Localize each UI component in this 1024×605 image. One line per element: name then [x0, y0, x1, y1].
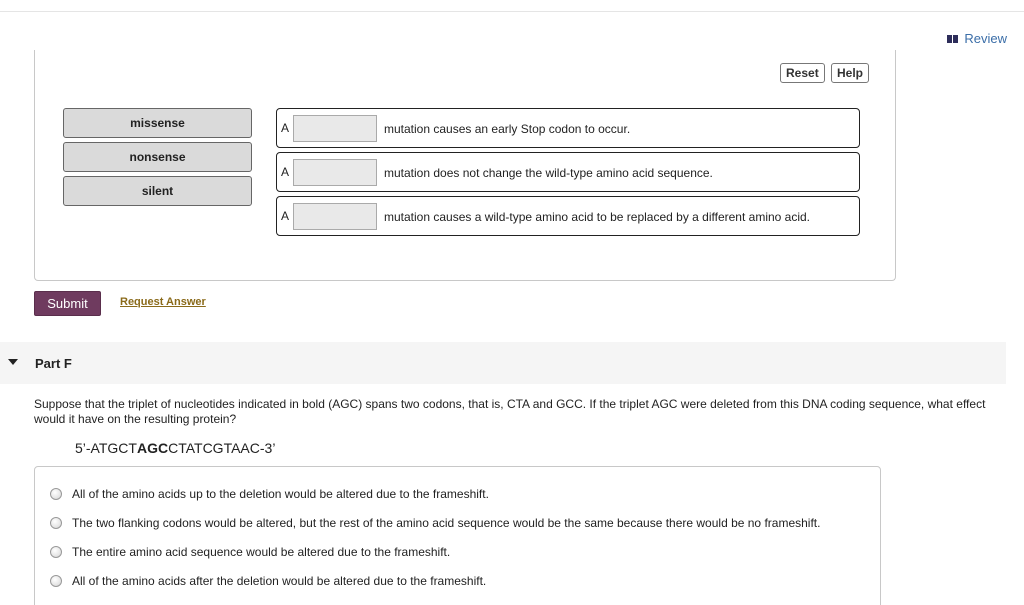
target-row [276, 108, 860, 148]
choice-option[interactable] [50, 545, 450, 559]
answer-choices [34, 466, 881, 605]
reset-button[interactable]: Reset [780, 63, 825, 83]
label-tile-nonsense[interactable]: nonsense [63, 142, 252, 172]
choice-label: All of the amino acids after the deletion would be altered due to the frameshift. [72, 574, 487, 588]
request-answer-link[interactable]: Request Answer [120, 296, 206, 308]
radio-button-icon[interactable] [50, 517, 62, 529]
target-text: mutation causes an early Stop codon to occur. [384, 122, 631, 136]
part-title: Part F [35, 356, 72, 371]
review-label: Review [964, 31, 1007, 46]
review-link[interactable] [947, 31, 1007, 46]
target-row [276, 152, 860, 192]
drop-zone[interactable] [293, 203, 377, 230]
submit-button[interactable]: Submit [34, 291, 101, 316]
choice-label: The two flanking codons would be altered, but the rest of the amino acid sequence would be the same because there would be no frameshift. [72, 516, 821, 530]
question-text: Suppose that the triplet of nucleotides indicated in bold (AGC) spans two codons, that is, CTA and GCC. If the triplet AGC were deleted from this DNA coding sequence, what effect would it have on the resulting protein? [34, 397, 986, 426]
dna-sequence [75, 440, 275, 456]
sequence-suffix: CTATCGTAAC-3’ [168, 440, 276, 456]
target-prefix: A [281, 165, 290, 179]
choice-option[interactable] [50, 574, 486, 588]
choice-option[interactable] [50, 487, 489, 501]
choice-option[interactable] [50, 516, 820, 530]
target-text: mutation causes a wild-type amino acid to be replaced by a different amino acid. [384, 210, 811, 224]
part-header[interactable] [0, 342, 1006, 384]
top-divider [0, 11, 1024, 12]
target-prefix: A [281, 209, 290, 223]
book-icon [947, 35, 958, 43]
choice-label: All of the amino acids up to the deletion would be altered due to the frameshift. [72, 487, 489, 501]
sequence-prefix: 5’-ATGCT [75, 440, 137, 456]
target-text: mutation does not change the wild-type amino acid sequence. [384, 166, 713, 180]
radio-button-icon[interactable] [50, 575, 62, 587]
help-button[interactable]: Help [831, 63, 869, 83]
radio-button-icon[interactable] [50, 546, 62, 558]
target-row [276, 196, 860, 236]
caret-down-icon[interactable] [8, 359, 18, 365]
radio-button-icon[interactable] [50, 488, 62, 500]
target-prefix: A [281, 121, 290, 135]
label-tile-missense[interactable]: missense [63, 108, 252, 138]
label-tile-silent[interactable]: silent [63, 176, 252, 206]
drop-zone[interactable] [293, 115, 377, 142]
drop-zone[interactable] [293, 159, 377, 186]
choice-label: The entire amino acid sequence would be altered due to the frameshift. [72, 545, 451, 559]
sequence-bold-triplet: AGC [136, 440, 169, 456]
